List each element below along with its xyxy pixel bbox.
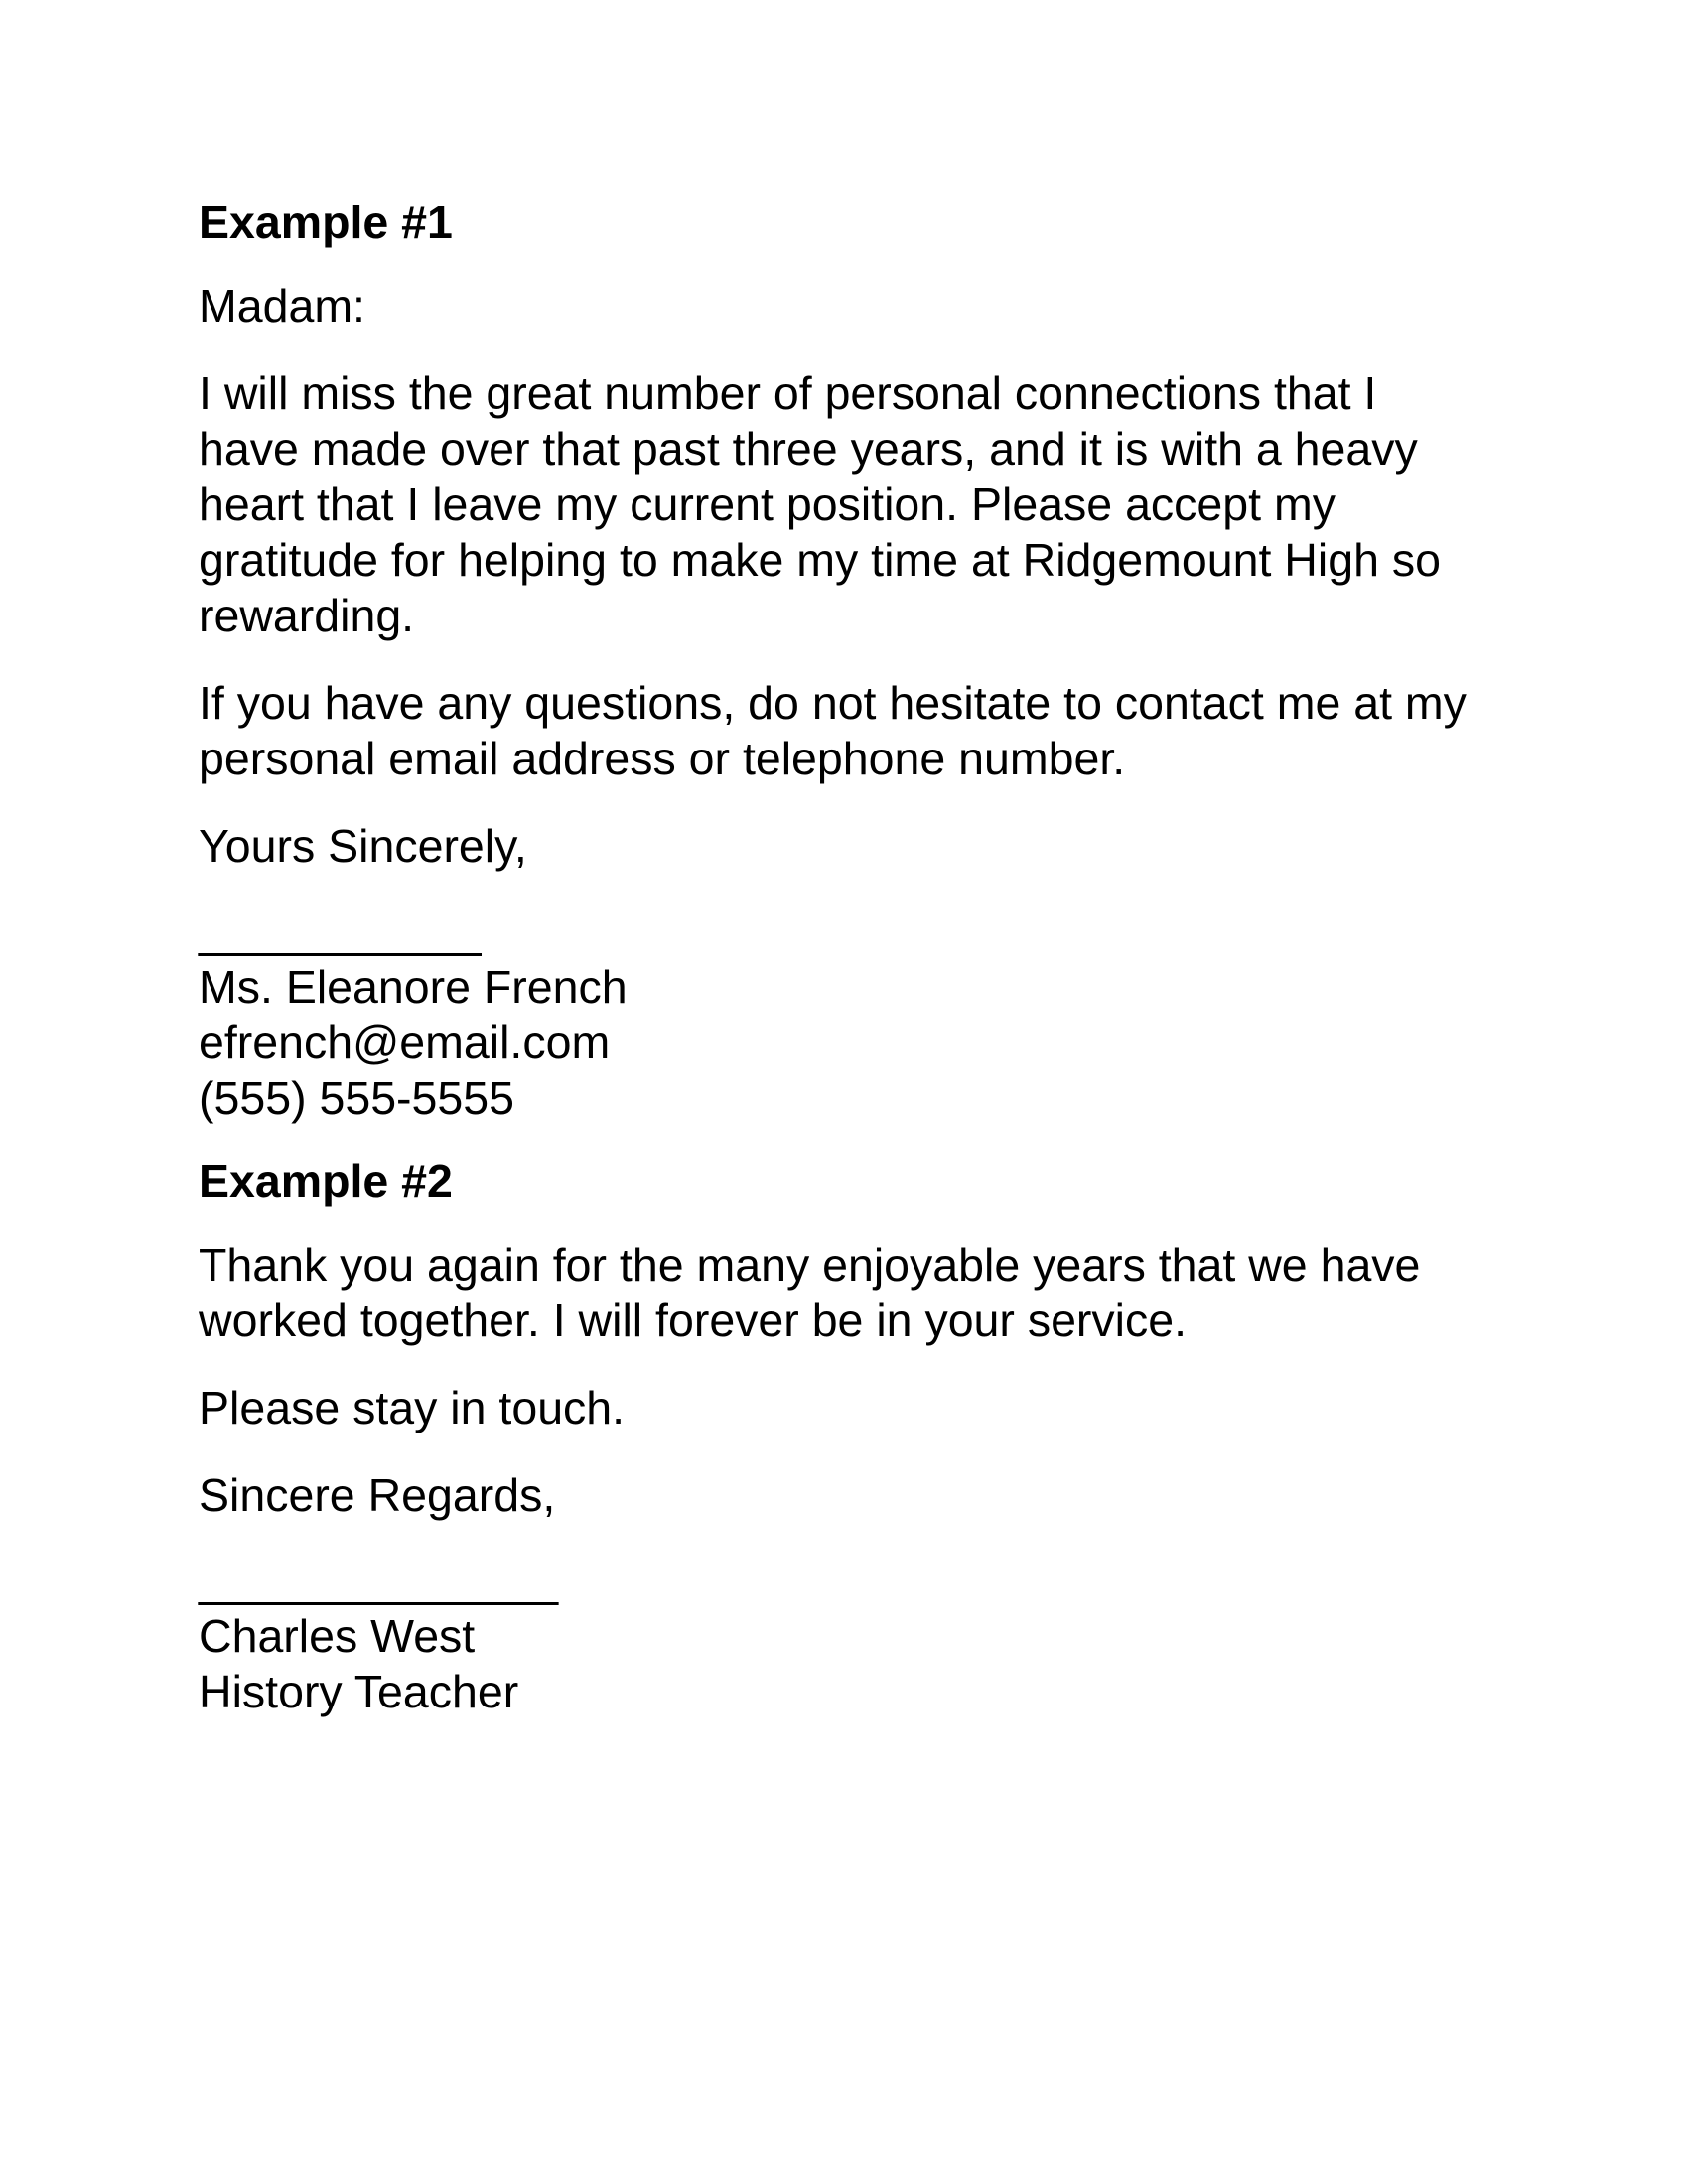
example-1-paragraph-2: If you have any questions, do not hesitate to contact me at my personal email address or telephone number. [199,677,1467,784]
example-2-signature-line: ______________ [199,1555,559,1606]
example-2-signer-name: Charles West [199,1610,476,1662]
example-1-signer-email: efrench@email.com [199,1017,611,1068]
example-1-heading: Example #1 [199,197,453,248]
example-2-paragraph-2: Please stay in touch. [199,1382,626,1433]
example-2-heading: Example #2 [199,1156,453,1207]
document-page [199,195,1489,1719]
example-2-paragraph-1: Thank you again for the many enjoyable years that we have worked together. I will forever be in your service. [199,1239,1421,1346]
example-1-signature-line: ___________ [199,905,482,957]
example-2-closing: Sincere Regards, [199,1469,556,1521]
example-1-paragraph-1: I will miss the great number of personal connections that I have made over that past three years, and it is with a heavy heart that I leave my current position. Please accept my gratitude for helping to make my time at Ridgemount High so rewarding. [199,367,1441,641]
example-2 [199,1154,1489,1719]
example-1-signer-name: Ms. Eleanore French [199,961,628,1013]
example-1-signature-block [199,959,1489,1126]
example-2-signature-block [199,1608,1489,1719]
example-1-salutation: Madam: [199,280,365,332]
example-1-signer-phone: (555) 555-5555 [199,1072,514,1124]
example-1-closing: Yours Sincerely, [199,820,527,872]
example-1 [199,195,1489,1126]
example-2-signer-title: History Teacher [199,1666,519,1717]
